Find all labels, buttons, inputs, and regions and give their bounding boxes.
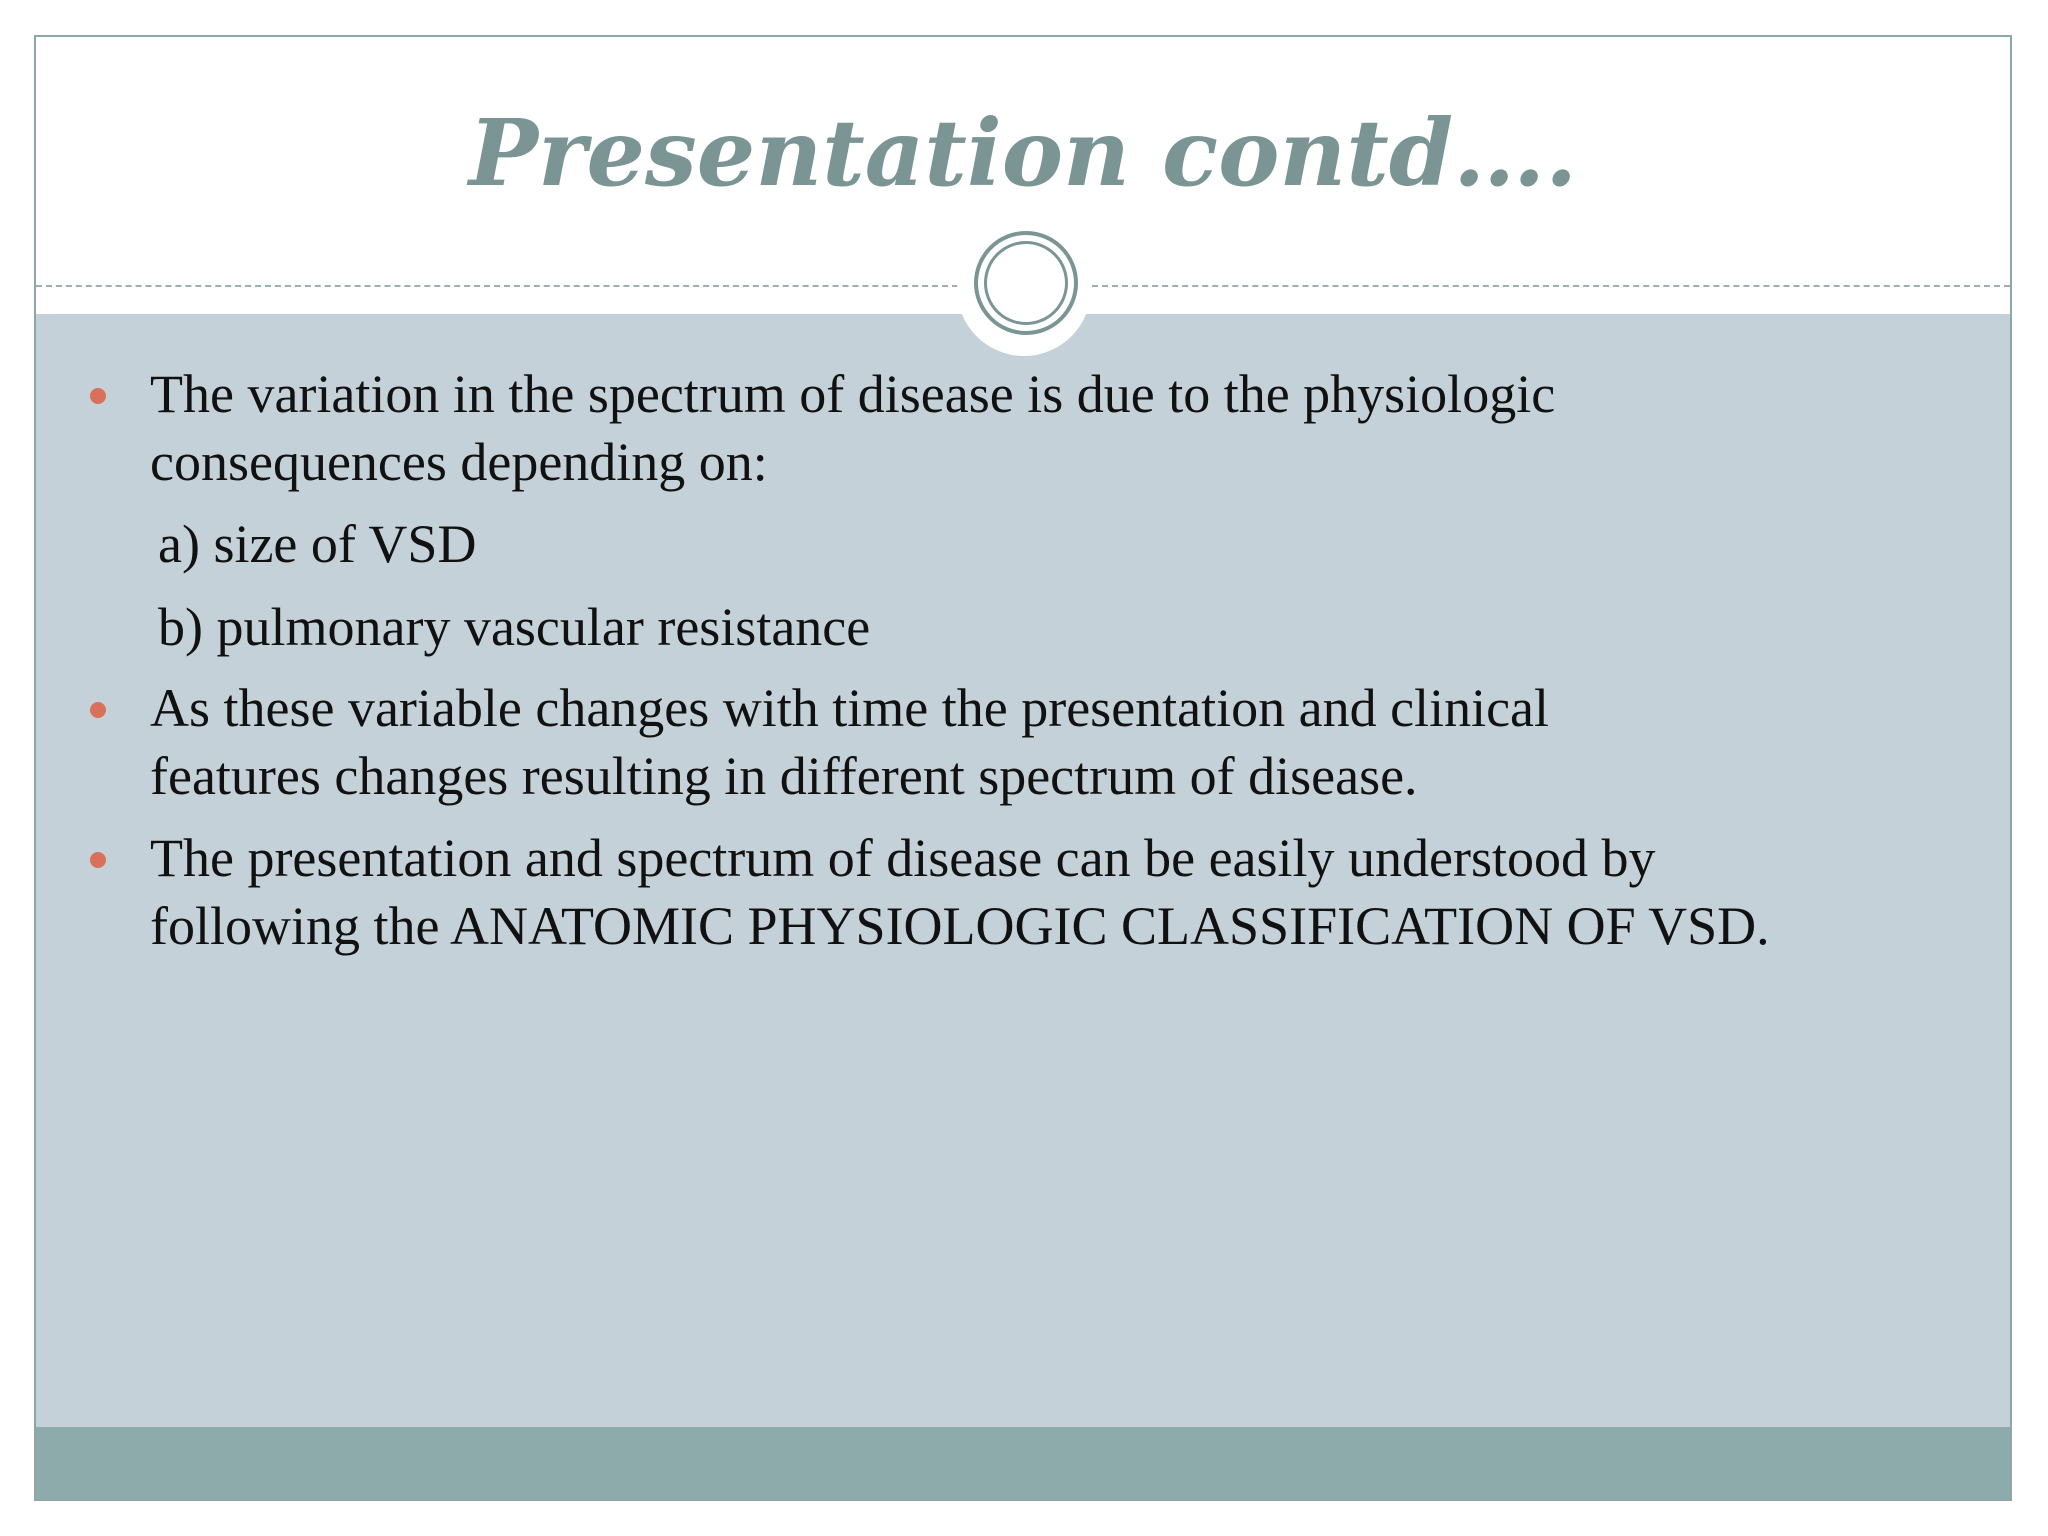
divider-line-right [1092,285,2010,287]
divider-line-left [36,285,958,287]
sub-item-size: a) size of VSD [158,514,477,574]
bullet-item [150,824,2000,960]
bullet-line: consequences depending on: [150,432,768,492]
sub-item-resistance: b) pulmonary vascular resistance [158,597,871,657]
footer-bar [36,1427,2010,1499]
bullet-line: following the ANATOMIC PHYSIOLOGIC CLASSIFICATION OF VSD. [150,896,1770,956]
bullet-item [150,674,2000,810]
bullet-item [150,360,2000,496]
double-ring-inner-icon [984,241,1068,325]
slide-title: Presentation contd…. [468,99,1578,207]
dot-bullet-icon [90,388,106,404]
slide [34,35,2012,1501]
dot-bullet-icon [90,702,106,718]
dot-bullet-icon [90,852,106,868]
bullet-line: The presentation and spectrum of disease can be easily understood by [150,828,1656,888]
bullet-line: features changes resulting in different spectrum of disease. [150,746,1418,806]
bullet-line: The variation in the spectrum of disease is due to the physiologic [150,364,1556,424]
bullet-line: As these variable changes with time the presentation and clinical [150,678,1550,738]
